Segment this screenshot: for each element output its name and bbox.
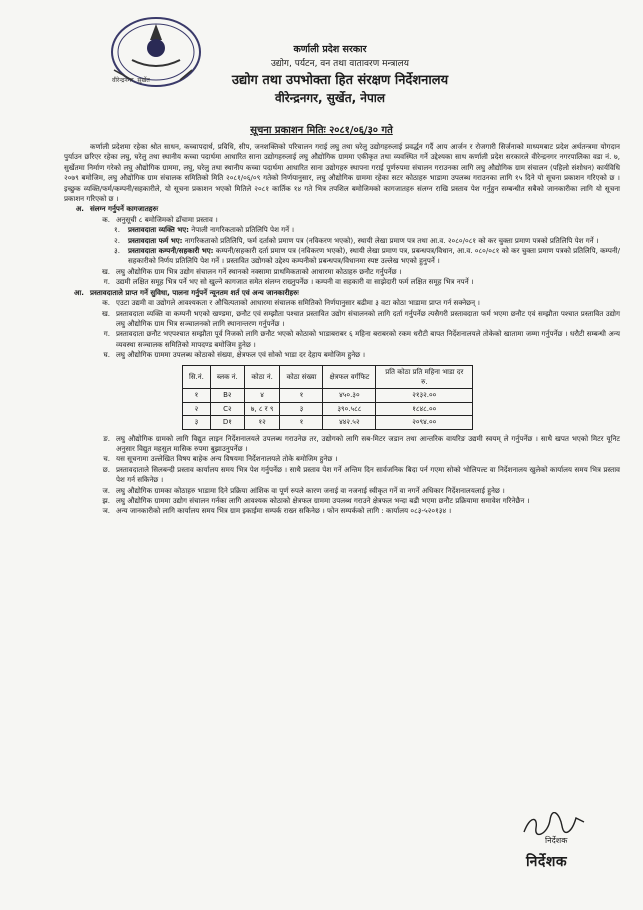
notice-body [64, 142, 620, 517]
column-header: ब्लक नं. [210, 365, 244, 389]
list-item [64, 309, 620, 330]
table-cell: ४५०.३० [323, 389, 376, 402]
list-item [64, 215, 620, 225]
table-cell: ४ [244, 389, 280, 402]
item-text: नेपाली नागरिकताको प्रतिलिपि पेश गर्ने । [191, 225, 295, 235]
list-item [64, 486, 620, 496]
column-header: प्रति कोठा प्रति महिना भाडा दर रु. [376, 365, 473, 389]
list-item [64, 298, 620, 308]
item-marker: क. [102, 298, 110, 308]
item-lead: प्रस्तावदाता कम्पनी/सहकारी भए: [128, 246, 214, 256]
item-marker: च. [103, 454, 110, 464]
list-item [64, 277, 620, 287]
director-stamp: निर्देशक [526, 854, 568, 870]
item-text: लघु औद्योगिक ग्रामका कोठाहरु भाडामा दिने प्रक्रिया आंशिक वा पूर्ण रुपले कारण जनाई वा नजनाई स्वीकृत गर्ने वा नगर्ने अधिकार निर्देशनालयलाई हुनेछ । [116, 485, 505, 495]
item-text: एउटा उद्यमी वा उद्योगले आवश्यकता र औचित्यताको आधारमा संचालक समितिको निर्णयानुसार बढीमा ३ वटा कोठा भाडामा प्राप्त गर्न सक्नेछन् । [116, 298, 480, 308]
table-header-row [183, 365, 473, 389]
table-row [183, 389, 473, 402]
item-marker: घ. [103, 350, 110, 360]
list-item [64, 506, 620, 516]
table-cell: ३९०.५८८ [323, 402, 376, 415]
item-marker: ङ. [103, 433, 110, 443]
intro-paragraph: कर्णाली प्रदेशमा रहेका श्रोत साधन, कच्चापदार्थ, प्रविधि, सीप, जनशक्तिको परिचालन गराई लघु तथा घरेलु उद्योगहरुलाई प्रवर्द्धन गर्दै आय आर्जन र रोजगारी सिर्जनाको माध्यमबाट प्रदेश अर्थतन्त्रमा योगदान पुर्याउन छरिएर रहेका लघु, घरेलु तथा स्थानीय कच्चा पदार्थमा आधारित साना उद्योगहरुलाई लघु औद्योगिक ग्राममा एकीकृत तथा व्यवस्थित गर्ने उद्देश्यका साथ कर्णाली प्रदेश सरकारले वीरेन्द्रनगर नगरपालिका वडा नं. ७, सुर्खेतमा निर्माण गरेको लघु औद्योगिक ग्राममा, लघु, घरेलु तथा स्थानीय कच्चा पदार्थमा आधारित साना उद्योगहरु स्थापना गराई पूर्णरुपमा संचालन गराउनका लागि लघु औद्योगिक ग्राम संचालन (पहिलो संशोधन) कार्यविधि २०७९ बमोजिम, लघु औद्योगिक ग्राम संचालक समितिको मिति २०८१/०६/०९ गतेको निर्णयानुसार, लघु औद्योगिक ग्राममा रहेका सटर कोठाहरु भाडामा उपलब्ध गराउनका लागि १५ दिने यो सूचना प्रकाशन गरिएको छ । इच्छुक व्यक्ति/फर्म/कम्पनी/सहकारीले, यो सूचना प्रकाशन भएको मितिले २०८१ कार्तिक १४ गते भित्र तपशिल बमोजिमको कागजातहरु संलग्न राखि प्रस्ताव पेश गर्नुहुन सम्बन्धीत सबैको जानकारीका लागि यो सूचना प्रकाशन गरिएको छ । [64, 142, 620, 204]
table-cell: १८४८.०० [376, 402, 473, 415]
item-marker: १. [114, 225, 120, 235]
item-marker: छ. [102, 464, 110, 474]
table-cell: १ [280, 389, 323, 402]
item-text: प्रस्तावदाताले सिलबन्दी प्रस्ताव कार्यालय समय भित्र पेश गर्नुपर्नेछ । साथै प्रस्ताव पेश गर्ने अन्तिम दिन सार्वजनिक बिदा पर्न गएमा सोको भोलिपल्ट वा निर्देशनालय खुलेको कार्यालय समय भित्र प्रस्ताव पेश गर्न सकिनेछ । [116, 464, 620, 485]
section-aa-heading [64, 288, 620, 298]
item-marker: ञ. [102, 506, 110, 516]
item-marker: ग. [103, 329, 110, 339]
item-marker: झ. [102, 496, 110, 505]
table-cell: १२ [244, 416, 280, 429]
header-ministry: उद्योग, पर्यटन, वन तथा वातावरण मन्त्रालय [270, 59, 410, 69]
table-cell: C२ [210, 402, 244, 415]
header-directorate: उद्योग तथा उपभोक्ता हित संरक्षण निर्देशनालय [231, 73, 449, 88]
table-cell: ७, ८ र ९ [244, 402, 280, 415]
list-item [64, 465, 620, 486]
header-province: कर्णाली प्रदेश सरकार [293, 44, 367, 55]
table-cell: २ [183, 402, 211, 415]
item-text: प्रस्तावदाता छनौट भएपश्चात सम्झौता पूर्व निजको लागि छनौट भएको कोठाको भाडाबराबर ६ महिना बराबरको रकम धरौटी बापत निर्देशनालयले तोकेको खातामा जम्मा गर्नुपर्नेछ । धरौटी सम्बन्धी अन्य व्यवस्था सञ्चालक समितिको मापदण्ड बमोजिम हुनेछ । [116, 329, 620, 349]
item-text: लघु औद्योगिक ग्राममा उद्योग संचालन गर्नका लागि आवश्यक कोठाको क्षेत्रफल ग्राममा उपलब्ध गराउने क्षेत्रफल भन्दा बढी भएमा छनौट प्रक्रियामा समावेश गरिनेछैन । [116, 496, 530, 505]
list-item [64, 225, 620, 235]
list-item [64, 350, 620, 360]
section-title: प्रस्तावदाताले प्राप्त गर्ने सुविधा, पालना गर्नुपर्ने न्यूनतम शर्त एवं अन्य जानकारीहरुः [90, 287, 299, 297]
table-cell: B२ [210, 389, 244, 402]
item-marker: क. [102, 214, 110, 224]
item-text: लघु औद्योगिक ग्राममा उपलब्ध कोठाको संख्या, क्षेत्रफल एवं सोको भाडा दर देहाय बमोजिम हुनेछ । [116, 350, 366, 360]
svg-text:वीरेन्द्रनगर, सुर्खेत: वीरेन्द्रनगर, सुर्खेत [112, 77, 150, 84]
table-cell: ४४२.५२ [323, 416, 376, 429]
section-a-heading [64, 204, 620, 214]
table-cell: १ [280, 416, 323, 429]
item-marker: ३. [114, 246, 120, 256]
item-text: यस सूचनामा उल्लेखित विषय बाहेक अन्य विषयमा निर्देशनालयले तोके बमोजिम हुनेछ । [116, 454, 338, 464]
notice-title: सूचना प्रकाशन मितिः २०८१/०६/३० गते [250, 125, 393, 136]
table-cell: १ [183, 389, 211, 402]
list-item [64, 496, 620, 506]
item-lead: प्रस्तावदाता व्यक्ति भए: [128, 225, 190, 235]
item-text: प्रस्तावदाता व्यक्ति वा कम्पनी भएको खण्डमा, छनौट एवं सम्झौता पश्चात प्रस्तावित उद्योग संचालनको लागि दर्ता गर्नुपर्नेछ त्यसैगरी प्रस्तावदाता फर्म भएमा छनौट एवं सम्झौता पश्चात प्रस्तावित उद्योग लघु औद्योगिक ग्राम भित्र सञ्चालनको लागि स्थानान्तरण गर्नुपर्नेछ । [116, 308, 620, 328]
table-row [183, 416, 473, 429]
item-marker: ग. [103, 277, 110, 287]
column-header: कोठा नं. [244, 365, 280, 389]
section-title: संलग्न गर्नुपर्ने कागजातहरुः [90, 204, 159, 214]
list-item [64, 434, 620, 455]
column-header: क्षेत्रफल वर्गफिट [323, 365, 376, 389]
table-cell: २०९४.०० [376, 416, 473, 429]
list-item [64, 236, 620, 246]
section-marker: आ. [74, 287, 84, 297]
list-item [64, 329, 620, 350]
room-rent-table [182, 365, 473, 430]
table-cell: ३ [183, 416, 211, 429]
item-marker: ज. [102, 485, 110, 495]
table-cell: ३ [280, 402, 323, 415]
section-marker: अ. [75, 204, 84, 214]
item-marker: ख. [101, 266, 110, 276]
item-text: अनुसूची ८ बमोजिमको ढाँचामा प्रस्ताव । [116, 214, 218, 224]
item-text: लघु औद्योगिक ग्राम भित्र उद्योग संचालन गर्ने स्थानको नक्सामा प्राथमिकताको आधारमा कोठाहरु छनौट गर्नुपर्नेछ । [116, 266, 402, 276]
item-text: उद्यमी लक्षित समूह भित्र पर्ने भए सो खुल्ने कागजात समेत संलग्न राख्नुपर्नेछ । कम्पनी वा सहकारी वा साझेदारी फर्म लक्षित समूह भित्र नपर्ने । [116, 277, 474, 287]
signatory-title: निर्देशक [545, 836, 568, 845]
table-cell: २१३२.०० [376, 389, 473, 402]
list-item [64, 454, 620, 464]
item-lead: प्रस्तावदाता फर्म भए: [128, 235, 183, 245]
list-item [64, 246, 620, 267]
column-header: कोठा संख्या [280, 365, 323, 389]
item-marker: २. [114, 235, 120, 245]
column-header: सि.नं. [183, 365, 211, 389]
table-cell: D१ [210, 416, 244, 429]
item-marker: ख. [101, 308, 110, 318]
table-row [183, 402, 473, 415]
item-text: अन्य जानकारीको लागि कार्यालय समय भित्र ग्राम इकाईमा सम्पर्क राख्न सकिनेछ । फोन सम्पर्कको लागि : कार्यालय ०८३-५२०१३४ । [116, 506, 452, 516]
item-text: कम्पनी/सहकारी दर्ता प्रमाण पत्र (नविकरण भएको), स्थायी लेखा प्रमाण पत्र, प्रबन्धपत्र/विधान, आ.व. ०८०/०८१ को कर चुक्ता प्रमाण पत्रको प्रतिलिपि, कम्पनी/सहकारीको निर्णय प्रतिलिपि पेश गर्ने । प्रस्तावित उद्योगको उद्देश्य कम्पनीको प्रबन्धपत्र/विधानमा स्पष्ट उल्लेख भएको हुनुपर्ने । [128, 246, 621, 266]
list-item [64, 267, 620, 277]
item-text: नागरिकताको प्रतिलिपि, फर्म दर्ताको प्रमाण पत्र (नविकरण भएको), स्थायी लेखा प्रमाण पत्र तथा आ.व. २०८०/०८१ को कर चुक्ता प्रमाण पत्रको प्रतिलिपि पेश गर्ने । [184, 235, 599, 245]
header-address: वीरेन्द्रनगर, सुर्खेत, नेपाल [274, 91, 386, 105]
item-text: लघु औद्योगिक ग्रामको लागि विद्युत लाइन निर्देशनालयले उपलब्ध गराउनेछ तर, उद्योगको लागि सब-मिटर जडान तथा आन्तरिक वायरिङ उद्यमी स्वयम् ले गर्नुपर्नेछ । साथै खपत भएको मिटर यूनिट अनुसार विद्युत महसुल मासिक रुपमा बुझाउनुपर्नेछ । [116, 433, 620, 453]
